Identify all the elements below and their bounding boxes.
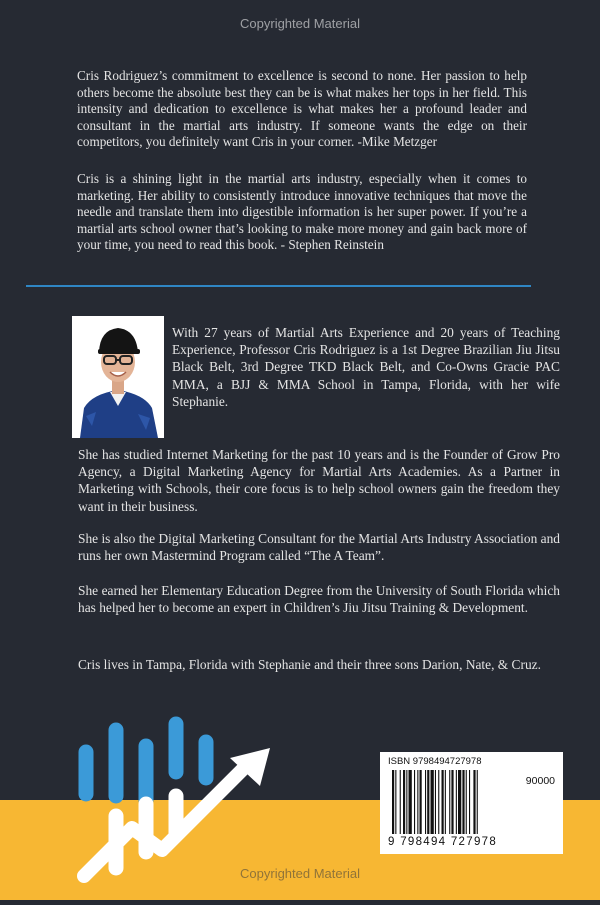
barcode-bar [406,770,407,834]
barcode-bar [400,770,401,834]
barcode-bar [395,770,396,834]
barcode-bar [456,770,457,834]
barcode-digits: 9 798494 727978 [388,836,498,848]
barcode-bar [425,770,426,834]
barcode-bars [392,770,508,836]
barcode-bar [462,770,464,834]
barcode-bar [417,770,418,834]
barcode-bar [451,770,453,834]
barcode-bar [409,770,412,834]
watermark-bottom: Copyrighted Material [240,866,360,881]
bio-paragraph-consultant: She is also the Digital Marketing Consultant for the Martial Arts Industry Association and runs her own Mastermind Program called “The A Team”. [78,531,560,564]
bio-paragraph-family: Cris lives in Tampa, Florida with Stephanie and their three sons Darion, Nate, & Cruz. [78,657,541,672]
barcode-bar [427,770,429,834]
bio-intro: With 27 years of Martial Arts Experience and 20 years of Teaching Experience, Professor Cris Rodriguez is a 1st Degree Brazilian Jiu Jitsu Black Belt, 3rd Degree TKD Black Belt, and Co-Owns Gracie PAC MMA, a BJJ & MMA School in Tampa, Florida, with her wife Stephanie. [172,325,560,409]
barcode-bar [466,770,467,834]
barcode-bar [403,770,405,834]
author-portrait [72,316,164,438]
barcode-bar [431,770,434,834]
testimonial-stephen-reinstein: Cris is a shining light in the martial arts industry, especially when it comes to marketing. Her ability to consistently introduce innovative techniques that move the needle and translate them into digestible information is her super power. If you’re a martial arts school owner that’s looking to make more money and gain back more of your time, you need to read this book. - Stephen Reinstein [77,171,527,253]
price-code: 90000 [525,775,555,787]
isbn-label: ISBN 9798494727978 [388,756,482,767]
barcode-bar [449,770,450,834]
section-divider [26,285,531,287]
bio-paragraph-education: She earned her Elementary Education Degree from the University of South Florida which has helped her to become an expert in Children’s Jiu Jitsu Training & Development. [78,583,560,616]
barcode-bar [458,770,461,834]
barcode-bar [420,770,422,834]
barcode-bar [435,770,436,834]
bio-paragraph-marketing: She has studied Internet Marketing for the past 10 years and is the Founder of Grow Pro Agency, a Digital Marketing Agency for Martial Arts Academies. As a Partner in Marketing with Schools, their core focus is to help school owners gain the freedom they want in their business. [78,447,560,514]
watermark-top: Copyrighted Material [240,16,360,31]
barcode-bar [438,770,439,834]
barcode-bar [477,770,478,834]
testimonial-mike-metzger: Cris Rodriguez’s commitment to excellence is second to none. Her passion to help others become the absolute best they can be is what makes her tops in her field. This intensity and dedication to excellence is what makes her a profound leader and consultant in the martial arts industry. If someone wants the edge on their competitors, you definitely want Cris in your corner. -Mike Metzger [77,68,527,150]
barcode-bar [392,770,394,834]
barcode-bar [442,770,444,834]
isbn-barcode [380,752,563,854]
barcode-bar [414,770,415,834]
barcode-bar [473,770,475,834]
barcode-bar [445,770,446,834]
barcode-bar [469,770,470,834]
